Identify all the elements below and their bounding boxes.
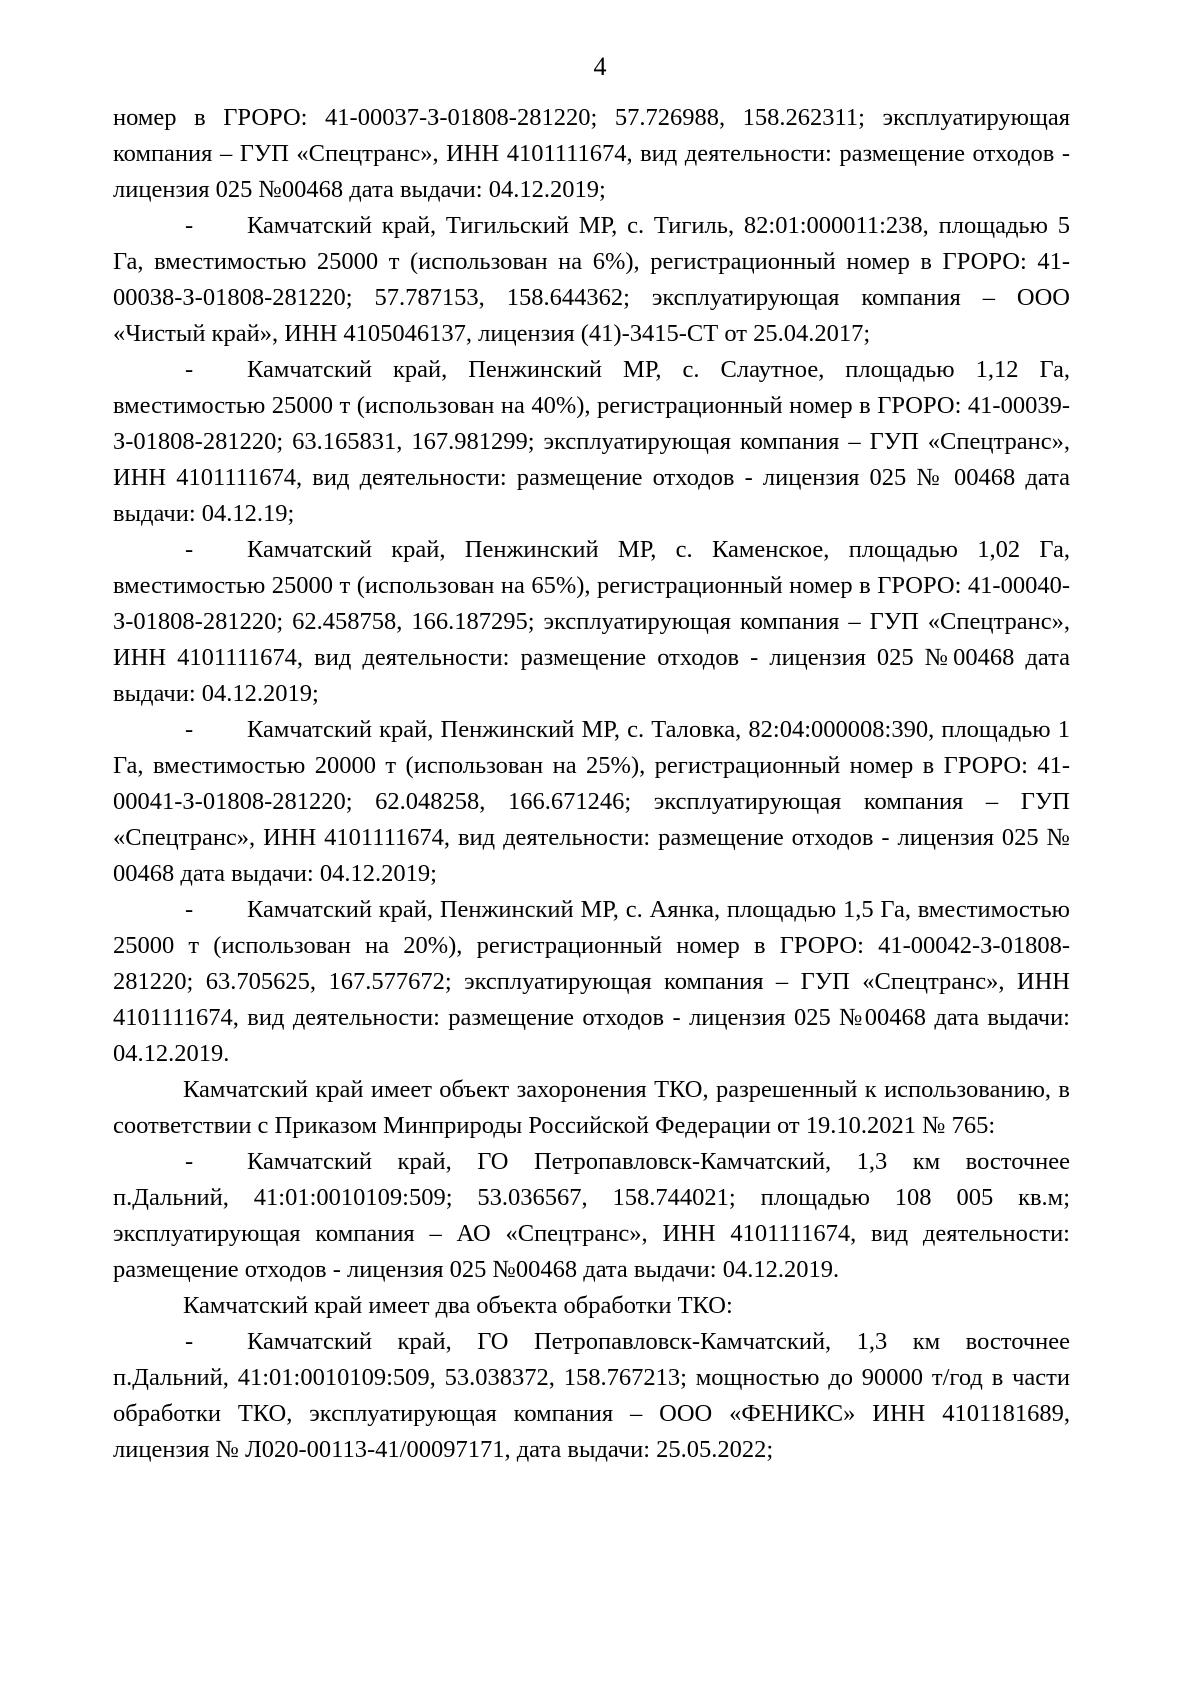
list-item bbox=[113, 532, 1070, 712]
list-dash: - bbox=[185, 716, 194, 743]
paragraph: Камчатский край имеет объект захоронения ТКО, разрешенный к использованию, в соответствии с Приказом Минприроды Российской Федерации от 19.10.2021 № 765: bbox=[113, 1076, 1070, 1139]
list-item-text: Камчатский край, Пенжинский МР, с. Аянка, площадью 1,5 Га, вместимостью 25000 т (использован на 20%), регистрационный номер в ГРОРО: 41-00042-З-01808-281220; 63.705625, 167.577672; эксплуатирующая компания – ГУП «Спецтранс», ИНН 4101111674, вид деятельности: размещение отходов - лицензия 025 №00468 дата выдачи: 04.12.2019. bbox=[113, 896, 1070, 1067]
list-item-text: Камчатский край, Пенжинский МР, с. Каменское, площадью 1,02 Га, вместимостью 25000 т (использован на 65%), регистрационный номер в ГРОРО: 41-00040-З-01808-281220; 62.458758, 166.187295; эксплуатирующая компания – ГУП «Спецтранс», ИНН 4101111674, вид деятельности: размещение отходов - лицензия 025 №00468 дата выдачи: 04.12.2019; bbox=[113, 536, 1070, 707]
list-item-text: Камчатский край, Тигильский МР, с. Тигиль, 82:01:000011:238, площадью 5 Га, вместимостью 25000 т (использован на 6%), регистрационный номер в ГРОРО: 41-00038-З-01808-281220; 57.787153, 158.644362; эксплуатирующая компания – ООО «Чистый край», ИНН 4105046137, лицензия (41)-3415-СТ от 25.04.2017; bbox=[113, 212, 1070, 347]
list-item-text: Камчатский край, ГО Петропавловск-Камчатский, 1,3 км восточнее п.Дальний, 41:01:0010109:509, 53.038372, 158.767213; мощностью до 90000 т/год в части обработки ТКО, эксплуатирующая компания – ООО «ФЕНИКС» ИНН 4101181689, лицензия № Л020-00113-41/00097171, дата выдачи: 25.05.2022; bbox=[113, 1328, 1070, 1463]
list-item bbox=[113, 208, 1070, 352]
list-dash: - bbox=[185, 212, 194, 239]
list-dash: - bbox=[185, 536, 194, 563]
list-item bbox=[113, 712, 1070, 892]
list-item-text: Камчатский край, Пенжинский МР, с. Таловка, 82:04:000008:390, площадью 1 Га, вместимостью 20000 т (использован на 25%), регистрационный номер в ГРОРО: 41-00041-З-01808-281220; 62.048258, 166.671246; эксплуатирующая компания – ГУП «Спецтранс», ИНН 4101111674, вид деятельности: размещение отходов - лицензия 025 № 00468 дата выдачи: 04.12.2019; bbox=[113, 716, 1070, 887]
page-number: 4 bbox=[593, 52, 607, 81]
list-dash: - bbox=[185, 896, 194, 923]
paragraph: Камчатский край имеет два объекта обработки ТКО: bbox=[183, 1292, 733, 1319]
list-item-text: Камчатский край, ГО Петропавловск-Камчатский, 1,3 км восточнее п.Дальний, 41:01:0010109:509; 53.036567, 158.744021; площадью 108 005 кв.м; эксплуатирующая компания – АО «Спецтранс», ИНН 4101111674, вид деятельности: размещение отходов - лицензия 025 №00468 дата выдачи: 04.12.2019. bbox=[113, 1148, 1070, 1283]
list-item bbox=[113, 892, 1070, 1072]
list-dash: - bbox=[185, 1328, 194, 1355]
list-item bbox=[113, 1324, 1070, 1468]
paragraph-continuation: номер в ГРОРО: 41-00037-З-01808-281220; 57.726988, 158.262311; эксплуатирующая компания – ГУП «Спецтранс», ИНН 4101111674, вид деятельности: размещение отходов - лицензия 025 №00468 дата выдачи: 04.12.2019; bbox=[113, 104, 1070, 203]
list-dash: - bbox=[185, 1148, 194, 1175]
list-item-text: Камчатский край, Пенжинский МР, с. Слаутное, площадью 1,12 Га, вместимостью 25000 т (использован на 40%), регистрационный номер в ГРОРО: 41-00039-З-01808-281220; 63.165831, 167.981299; эксплуатирующая компания – ГУП «Спецтранс», ИНН 4101111674, вид деятельности: размещение отходов - лицензия 025 № 00468 дата выдачи: 04.12.19; bbox=[113, 356, 1070, 527]
list-item bbox=[113, 352, 1070, 532]
list-dash: - bbox=[185, 356, 194, 383]
list-item bbox=[113, 1144, 1070, 1288]
document-body bbox=[113, 100, 1070, 1468]
